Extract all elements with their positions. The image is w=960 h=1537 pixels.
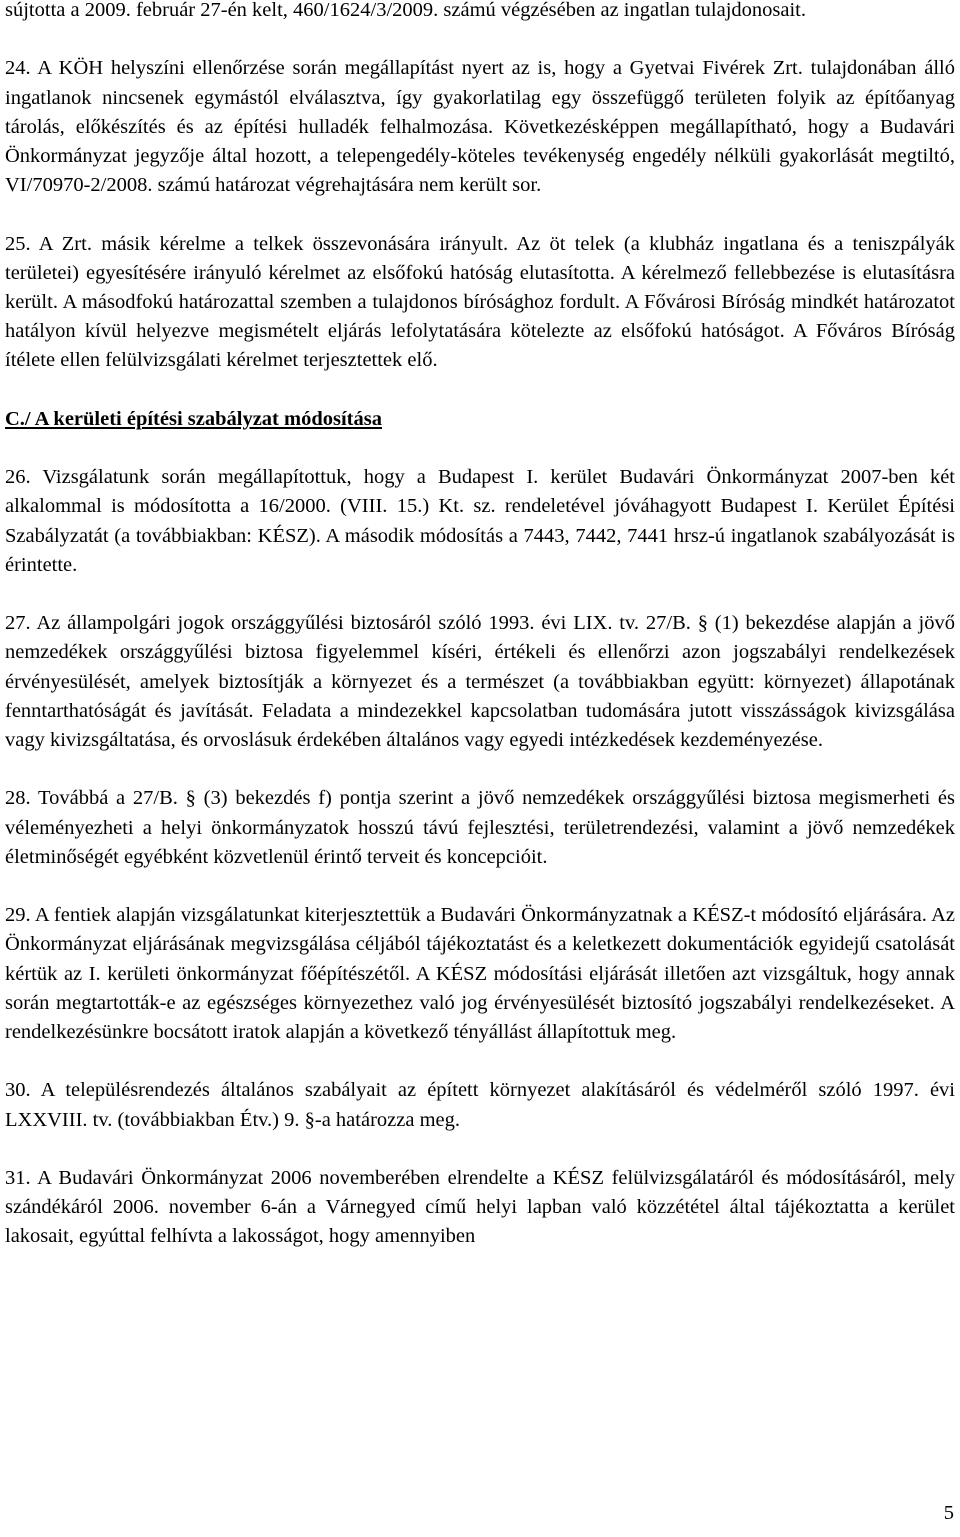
paragraph-27: 27. Az állampolgári jogok országgyűlési biztosáról szóló 1993. évi LIX. tv. 27/B. § (1) bekezdése alapján a jövő nemzedékek országgyűlési biztosa figyelemmel kíséri, értékeli és ellenőrzi azon jogszabályi rendelkezések érvényesülését, amelyek biztosítják a környezet és a természet (a továbbiakban együtt: környezet) állapotának fenntarthatóságát és javítását. Feladata a mindezekkel kapcsolatban tudomására jutott visszásságok kivizsgálása vagy kivizsgáltatása, és orvoslásuk érdekében általános vagy egyedi intézkedések kezdeményezése. (5, 612, 955, 751)
paragraph-28: 28. Továbbá a 27/B. § (3) bekezdés f) pontja szerint a jövő nemzedékek országgyűlési biztosa megismerheti és véleményezheti a helyi önkormányzatok hosszú távú fejlesztési, területrendezési, valamint a jövő nemzedékek életminőségét egyébként közvetlenül érintő terveit és koncepcióit. (5, 787, 955, 868)
paragraph-26: 26. Vizsgálatunk során megállapítottuk, hogy a Budapest I. kerület Budavári Önkormányzat 2007-ben két alkalommal is módosította a 16/2000. (VIII. 15.) Kt. sz. rendeletével jóváhagyott Budapest I. Kerület Építési Szabályzatát (a továbbiakban: KÉSZ). A második módosítás a 7443, 7442, 7441 hrsz-ú ingatlanok szabályozását is érintette. (5, 466, 955, 576)
section-heading: C./ A kerületi építési szabályzat módosítása (5, 407, 382, 430)
paragraph-25: 25. A Zrt. másik kérelme a telkek összevonására irányult. Az öt telek (a klubház ingatlana és a teniszpályák területei) egyesítésére irányuló kérelmet az elsőfokú hatóság elutasította. A kérelmező fellebbezése is elutasításra került. A másodfokú határozattal szemben a tulajdonos bírósághoz fordult. A Fővárosi Bíróság mindkét határozatot hatályon kívül helyezve megismételt eljárás lefolytatására kötelezte az elsőfokú hatóságot. A Főváros Bíróság ítélete ellen felülvizsgálati kérelmet terjesztettek elő. (5, 232, 955, 372)
document-page (5, 0, 955, 1281)
paragraph-24: 24. A KÖH helyszíni ellenőrzése során megállapítást nyert az is, hogy a Gyetvai Fivérek Zrt. tulajdonában álló ingatlanok nincsenek egymástól elválasztva, így gyakorlatilag egy összefüggő területen folyik az építőanyag tárolás, előkészítés és az építési hulladék felhalmozása. Következésképpen megállapítható, hogy a Budavári Önkormányzat jegyzője által hozott, a telepengedély-köteles tevékenység engedély nélküli gyakorlását megtiltó, VI/70970-2/2008. számú határozat végrehajtására nem került sor. (5, 57, 955, 197)
paragraph-31: 31. A Budavári Önkormányzat 2006 novemberében elrendelte a KÉSZ felülvizsgálatáról és módosításáról, mely szándékáról 2006. november 6-án a Várnegyed című helyi lapban való közzététel által tájékoztatta a kerület lakosait, egyúttal felhívta a lakosságot, hogy amennyiben (5, 1166, 955, 1248)
paragraph-29: 29. A fentiek alapján vizsgálatunkat kiterjesztettük a Budavári Önkormányzatnak a KÉSZ-t módosító eljárására. Az Önkormányzat eljárásának megvizsgálása céljából tájékoztatást és a keletkezett dokumentációk egyidejű csatolását kértük az I. kerületi önkormányzat főépítészétől. A KÉSZ módosítási eljárását illetően azt vizsgáltuk, hogy annak során megtartották-e az egészséges környezethez való jog érvényesülését biztosító jogszabályi rendelkezéseket. A rendelkezésünkre bocsátott iratok alapján a következő tényállást állapítottuk meg. (5, 904, 955, 1043)
paragraph-continuation: sújtotta a 2009. február 27-én kelt, 460/1624/3/2009. számú végzésében az ingatlan tulajdonosait. (5, 0, 806, 21)
paragraph-30: 30. A településrendezés általános szabályait az épített környezet alakításáról és védelméről szóló 1997. évi LXXVIII. tv. (továbbiakban Étv.) 9. §-a határozza meg. (5, 1079, 955, 1131)
page-number: 5 (943, 1502, 954, 1524)
